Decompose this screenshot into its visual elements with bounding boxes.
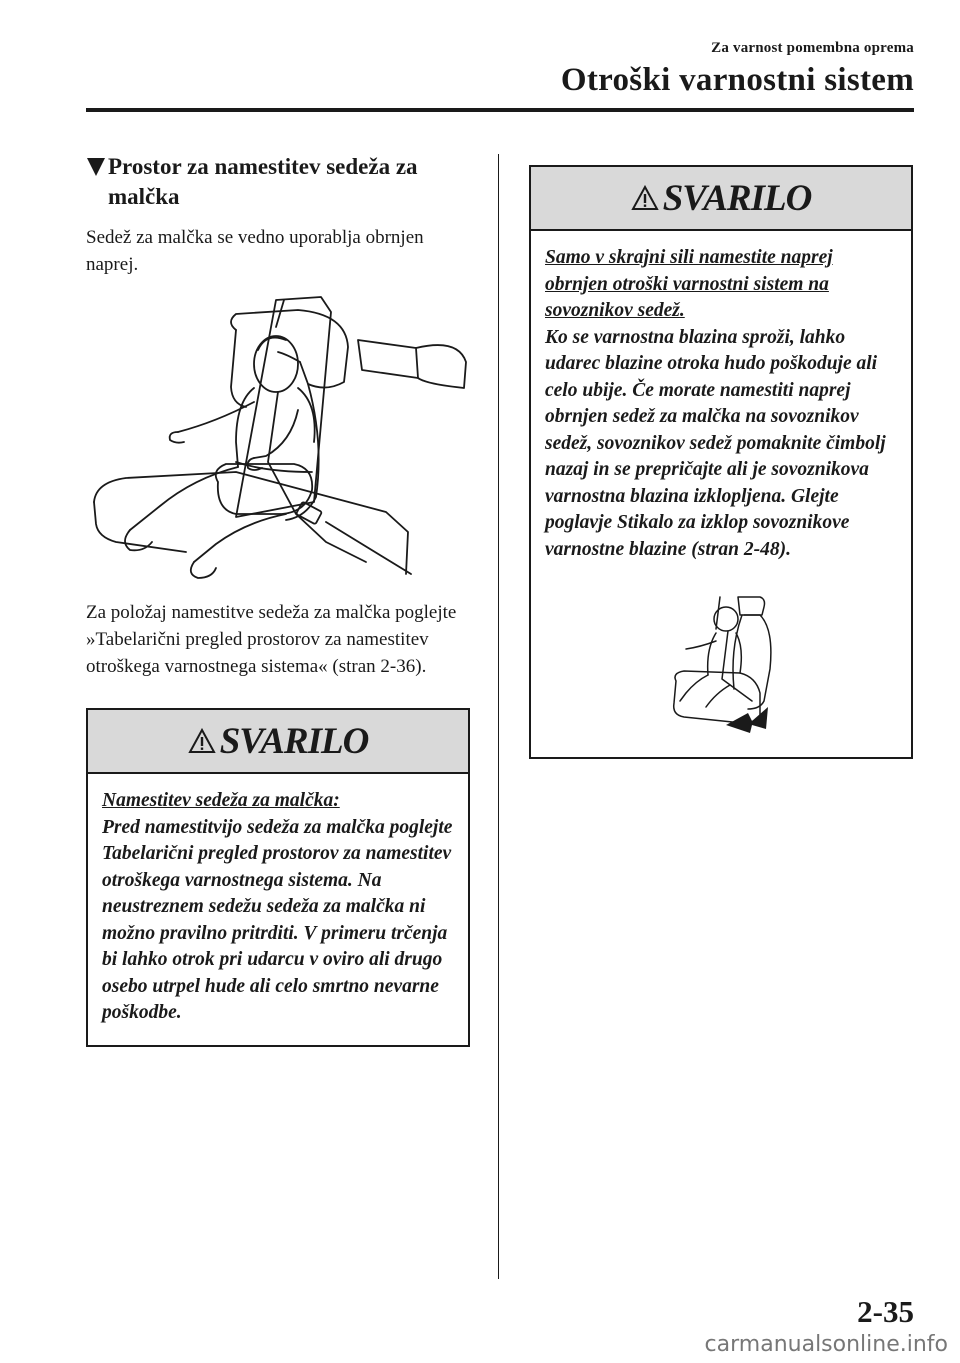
column-divider	[498, 154, 499, 1279]
warning-title-left: Namestitev sedeža za malčka:	[102, 790, 340, 811]
reference-paragraph: Za položaj namestitve sedeža za malčka poglejte »Tabelarični pregled prostorov za namestitev otroškega varnostnega sistema« (stran 2-36).	[86, 602, 457, 677]
warning-body-right	[531, 231, 911, 757]
warning-triangle-icon	[188, 728, 216, 754]
page-title: Otroški varnostni sistem	[560, 62, 914, 98]
warning-label-right: SVARILO	[662, 177, 812, 219]
warning-body-left	[88, 774, 468, 1045]
triangle-down-icon	[86, 156, 106, 178]
warning-triangle-icon	[631, 185, 659, 211]
warning-text-left: Pred namestitvijo sedeža za malčka poglejte Tabelarični pregled prostorov za namestitev otroškega varnostnega sistema. Na neustreznem sedežu sedeža za malčka ni možno pravilno pritrditi. V primeru trčenja bi lahko otrok pri udarcu v oviro ali drugo osebo utrpel hude ali celo smrtno nevarne poškodbe.	[102, 816, 453, 1023]
warning-text-right: Ko se varnostna blazina sproži, lahko udarec blazine otroka hudo poškoduje ali celo ubije. Če morate namestiti naprej obrnjen sedež za malčka na sovoznikov sedež, sovoznikov sedež pomaknite čimbolj nazaj in se prepričajte ali je sovoznikova varnostna blazina izklopljena. Glejte poglavje Stikalo za izklop sovoznikove varnostne blazine (stran 2-48).	[545, 326, 886, 560]
section-heading-text	[108, 152, 418, 212]
intro-paragraph: Sedež za malčka se vedno uporablja obrnjen naprej.	[86, 227, 424, 275]
warning-header-right	[531, 167, 911, 231]
warning-header-left	[88, 710, 468, 774]
seat-moved-back-illustration	[656, 589, 786, 739]
section-heading-line2: malčka	[108, 184, 180, 209]
child-seat-illustration	[86, 292, 470, 582]
right-column	[529, 165, 913, 759]
warning-box-right	[529, 165, 913, 759]
warning-box-left	[86, 708, 470, 1047]
warning-title-right: Samo v skrajni sili namestite naprej obrnjen otroški varnostni sistem na sovoznikov sedež.	[545, 247, 833, 321]
section-heading-line1: Prostor za namestitev sedeža za	[108, 154, 418, 179]
section-heading	[86, 152, 470, 212]
left-column	[86, 152, 470, 1047]
header-rule	[86, 108, 914, 112]
header-kicker: Za varnost pomembna oprema	[711, 40, 914, 56]
warning-label-left: SVARILO	[219, 720, 369, 762]
page-number: 2-35	[857, 1294, 914, 1329]
watermark: carmanualsonline.info	[704, 1332, 948, 1357]
